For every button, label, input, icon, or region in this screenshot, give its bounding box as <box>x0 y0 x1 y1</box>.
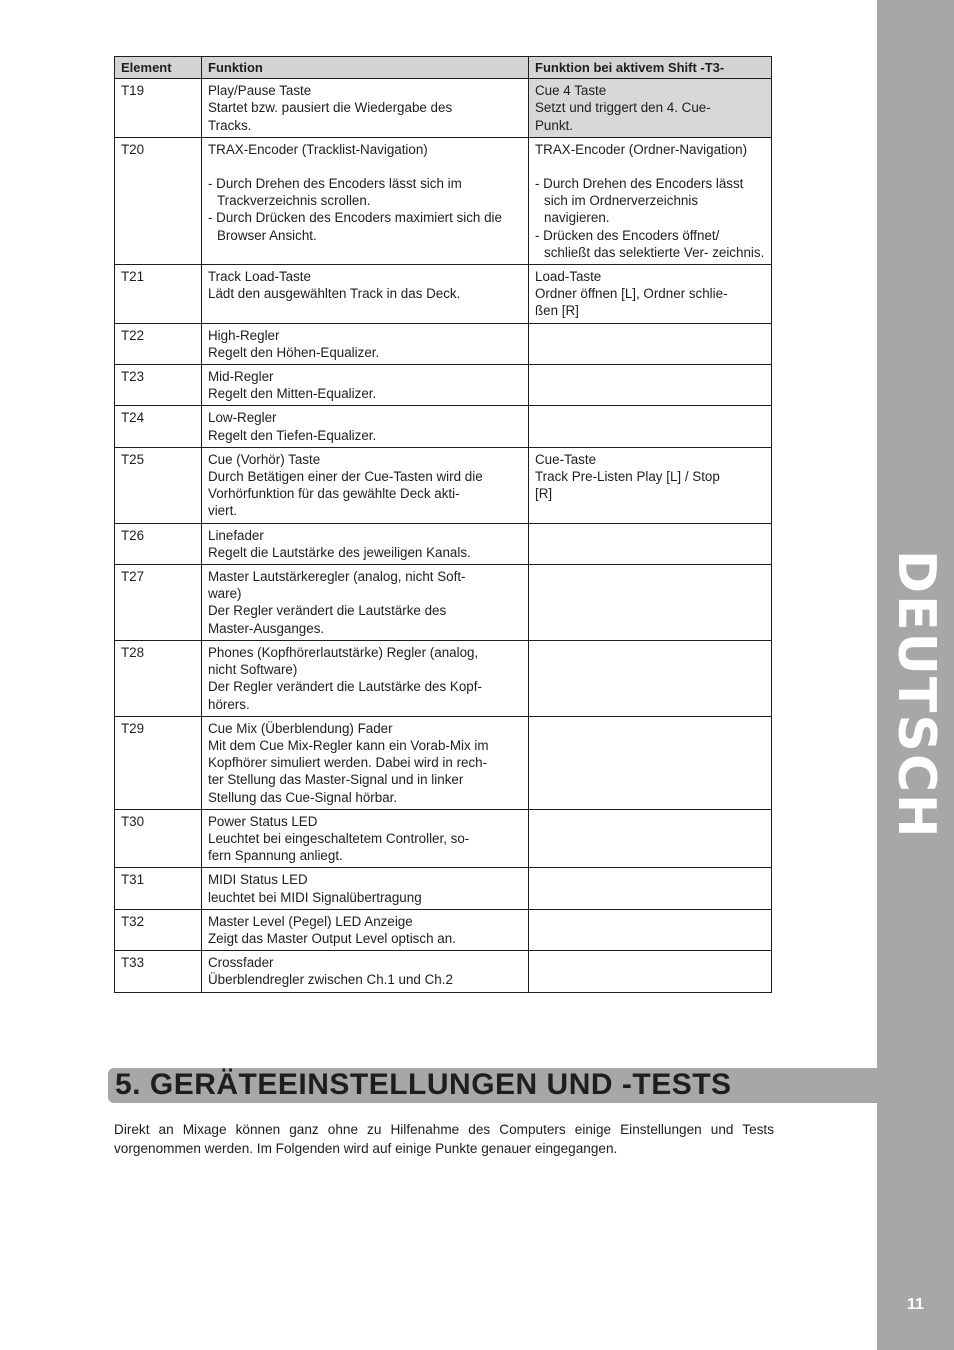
function-line: Der Regler verändert die Lautstärke des <box>208 603 447 619</box>
shift-line: [R] <box>535 486 553 502</box>
shift-line: Cue 4 Taste <box>535 83 607 99</box>
function-cell <box>202 716 529 809</box>
element-cell: T28 <box>115 640 202 716</box>
element-cell: T22 <box>115 323 202 364</box>
section-title: 5. GERÄTEEINSTELLUNGEN UND -TESTS <box>115 1068 732 1101</box>
shift-function-cell <box>529 868 772 909</box>
table-row <box>115 809 772 868</box>
shift-title: TRAX-Encoder (Ordner-Navigation) <box>535 141 748 157</box>
language-tab <box>877 0 954 840</box>
shift-line: Cue-Taste <box>535 451 597 467</box>
function-line: viert. <box>208 503 238 519</box>
function-line: Durch Betätigen einer der Cue-Tasten wird die <box>208 469 483 485</box>
function-cell <box>202 951 529 992</box>
function-cell <box>202 323 529 364</box>
function-cell <box>202 909 529 950</box>
table-row <box>115 79 772 138</box>
table-row <box>115 447 772 523</box>
table-row <box>115 716 772 809</box>
function-line: Regelt den Tiefen-Equalizer. <box>208 427 377 443</box>
element-cell: T19 <box>115 79 202 138</box>
element-cell: T24 <box>115 406 202 447</box>
shift-line: Load-Taste <box>535 269 602 285</box>
element-cell: T32 <box>115 909 202 950</box>
function-line: hörers. <box>208 696 250 712</box>
function-line: Überblendregler zwischen Ch.1 und Ch.2 <box>208 972 453 988</box>
function-line: Regelt die Lautstärke des jeweiligen Kanals. <box>208 544 471 560</box>
element-cell: T23 <box>115 365 202 406</box>
function-line: Crossfader <box>208 955 274 971</box>
function-line: Mid-Regler <box>208 369 274 385</box>
function-cell <box>202 565 529 641</box>
function-line: Mit dem Cue Mix-Regler kann ein Vorab-Mix im <box>208 737 489 753</box>
element-cell: T30 <box>115 809 202 868</box>
function-bullet: - Durch Drücken des Encoders maximiert sich die Browser Ansicht. <box>208 210 502 243</box>
function-line: Master Lautstärkeregler (analog, nicht Soft- <box>208 569 466 585</box>
function-line: Lädt den ausgewählten Track in das Deck. <box>208 286 461 302</box>
function-line: Kopfhörer simuliert werden. Dabei wird in rech- <box>208 755 488 771</box>
shift-function-cell <box>529 365 772 406</box>
function-bullet: - Durch Drehen des Encoders lässt sich im Trackverzeichnis scrollen. <box>208 176 462 209</box>
element-cell: T26 <box>115 523 202 564</box>
table-row <box>115 951 772 992</box>
shift-line: Track Pre-Listen Play [L] / Stop <box>535 469 720 485</box>
shift-function-cell <box>529 951 772 992</box>
element-cell: T29 <box>115 716 202 809</box>
function-line: Vorhörfunktion für das gewählte Deck akti- <box>208 486 460 502</box>
table-row <box>115 365 772 406</box>
header-function: Funktion <box>202 57 529 79</box>
function-title: TRAX-Encoder (Tracklist-Navigation) <box>208 141 428 157</box>
shift-function-cell <box>529 79 772 138</box>
function-line: nicht Software) <box>208 662 298 678</box>
shift-line: Setzt und triggert den 4. Cue- <box>535 100 711 116</box>
function-line: Master-Ausganges. <box>208 620 325 636</box>
table-row <box>115 137 772 264</box>
table-header-row <box>115 57 772 79</box>
shift-function-cell <box>529 265 772 324</box>
table-row <box>115 406 772 447</box>
function-line: Cue (Vorhör) Taste <box>208 451 321 467</box>
function-cell <box>202 406 529 447</box>
shift-bullet: - Durch Drehen des Encoders lässt sich im Ordnerverzeichnis navigieren. <box>535 176 744 226</box>
function-cell <box>202 265 529 324</box>
function-line: Leuchtet bei eingeschaltetem Controller, so- <box>208 830 470 846</box>
function-cell <box>202 640 529 716</box>
function-line: Der Regler verändert die Lautstärke des Kopf- <box>208 679 482 695</box>
intro-paragraph: Direkt an Mixage können ganz ohne zu Hilfenahme des Computers einige Einstellungen und Tests vorgenommen werden. Im Folgenden wird auf einige Punkte genauer eingegangen. <box>114 1122 774 1156</box>
function-cell <box>202 137 529 264</box>
function-line: Low-Regler <box>208 410 277 426</box>
language-label: DEUTSCH <box>886 550 946 840</box>
shift-function-cell <box>529 716 772 809</box>
shift-bullet: - Drücken des Encoders öffnet/ schließt das selektierte Ver- zeichnis. <box>535 227 765 260</box>
function-line: ter Stellung das Master-Signal und in linker <box>208 772 464 788</box>
function-line: Linefader <box>208 527 264 543</box>
function-line: High-Regler <box>208 327 280 343</box>
spacer <box>535 158 765 175</box>
table-row <box>115 565 772 641</box>
table-row <box>115 265 772 324</box>
shift-function-cell <box>529 565 772 641</box>
function-line: Phones (Kopfhörerlautstärke) Regler (analog, <box>208 644 479 660</box>
function-line: MIDI Status LED <box>208 872 308 888</box>
function-line: Startet bzw. pausiert die Wiedergabe des <box>208 100 453 116</box>
header-element: Element <box>115 57 202 79</box>
function-line: Tracks. <box>208 117 252 133</box>
function-cell <box>202 523 529 564</box>
element-cell: T20 <box>115 137 202 264</box>
element-cell: T25 <box>115 447 202 523</box>
function-line: leuchtet bei MIDI Signalübertragung <box>208 889 422 905</box>
function-cell <box>202 809 529 868</box>
table-row <box>115 523 772 564</box>
function-line: Cue Mix (Überblendung) Fader <box>208 720 393 736</box>
element-cell: T21 <box>115 265 202 324</box>
shift-function-cell <box>529 447 772 523</box>
function-line: Power Status LED <box>208 813 318 829</box>
function-line: Play/Pause Taste <box>208 83 312 99</box>
function-cell <box>202 868 529 909</box>
header-shift-function: Funktion bei aktivem Shift -T3- <box>529 57 772 79</box>
element-cell: T31 <box>115 868 202 909</box>
table-row <box>115 640 772 716</box>
function-line: Regelt den Höhen-Equalizer. <box>208 344 380 360</box>
shift-line: Punkt. <box>535 117 573 133</box>
spacer <box>208 158 522 175</box>
shift-function-cell <box>529 137 772 264</box>
function-line: Stellung das Cue-Signal hörbar. <box>208 789 398 805</box>
shift-function-cell <box>529 523 772 564</box>
function-line: Regelt den Mitten-Equalizer. <box>208 386 377 402</box>
function-line: Zeigt das Master Output Level optisch an. <box>208 930 456 946</box>
shift-function-cell <box>529 640 772 716</box>
shift-line: Ordner öffnen [L], Ordner schlie- <box>535 286 728 302</box>
shift-function-cell <box>529 909 772 950</box>
function-line: fern Spannung anliegt. <box>208 848 343 864</box>
shift-function-cell <box>529 406 772 447</box>
page-number: 11 <box>907 1296 924 1313</box>
shift-line: ßen [R] <box>535 303 579 319</box>
shift-function-cell <box>529 323 772 364</box>
element-cell: T27 <box>115 565 202 641</box>
function-line: Master Level (Pegel) LED Anzeige <box>208 913 413 929</box>
table-row <box>115 868 772 909</box>
function-line: ware) <box>208 586 242 602</box>
function-cell <box>202 79 529 138</box>
function-cell <box>202 447 529 523</box>
element-cell: T33 <box>115 951 202 992</box>
function-line: Track Load-Taste <box>208 269 311 285</box>
table-row <box>115 909 772 950</box>
function-table <box>114 56 772 993</box>
shift-function-cell <box>529 809 772 868</box>
function-cell <box>202 365 529 406</box>
table-row <box>115 323 772 364</box>
